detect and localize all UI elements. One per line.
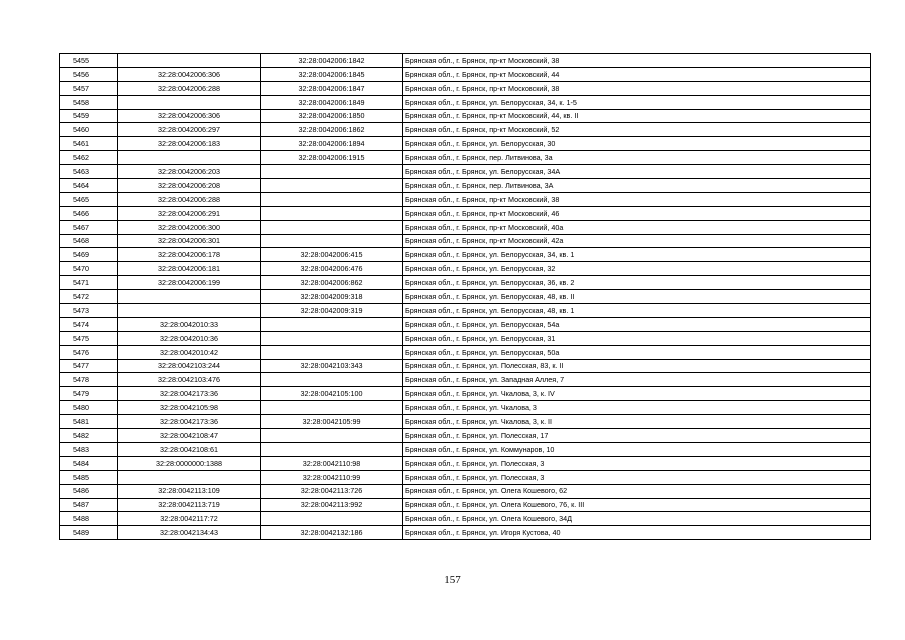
address-cell: Брянская обл., г. Брянск, ул. Белорусская, 30 [403, 137, 871, 151]
address-cell: Брянская обл., г. Брянск, ул. Чкалова, 3, к. II [403, 415, 871, 429]
table-row [60, 262, 871, 276]
building-cadastral-number-cell: 32:28:0042009:319 [261, 304, 403, 318]
table-row [60, 359, 871, 373]
cadastral-number-cell: 32:28:0042173:36 [118, 415, 261, 429]
table-row [60, 192, 871, 206]
table-row [60, 123, 871, 137]
table-row [60, 165, 871, 179]
building-cadastral-number-cell [261, 179, 403, 193]
cadastral-number-cell: 32:28:0042006:203 [118, 165, 261, 179]
table-row [60, 484, 871, 498]
cadastral-number-cell: 32:28:0042113:109 [118, 484, 261, 498]
table-row [60, 234, 871, 248]
address-cell: Брянская обл., г. Брянск, ул. Полесская, 17 [403, 429, 871, 443]
table-row [60, 415, 871, 429]
building-cadastral-number-cell: 32:28:0042006:1845 [261, 67, 403, 81]
row-number-cell: 5470 [60, 262, 118, 276]
cadastral-number-cell: 32:28:0042006:288 [118, 192, 261, 206]
address-cell: Брянская обл., г. Брянск, ул. Полесская, 83, к. II [403, 359, 871, 373]
building-cadastral-number-cell [261, 206, 403, 220]
row-number-cell: 5456 [60, 67, 118, 81]
property-table [59, 53, 871, 540]
cadastral-number-cell: 32:28:0042010:36 [118, 331, 261, 345]
building-cadastral-number-cell [261, 234, 403, 248]
cadastral-number-cell: 32:28:0000000:1388 [118, 456, 261, 470]
row-number-cell: 5471 [60, 276, 118, 290]
table-row [60, 456, 871, 470]
cadastral-number-cell: 32:28:0042108:61 [118, 442, 261, 456]
building-cadastral-number-cell [261, 317, 403, 331]
cadastral-number-cell: 32:28:0042006:301 [118, 234, 261, 248]
row-number-cell: 5462 [60, 151, 118, 165]
table-row [60, 512, 871, 526]
cadastral-number-cell: 32:28:0042006:300 [118, 220, 261, 234]
building-cadastral-number-cell: 32:28:0042110:99 [261, 470, 403, 484]
building-cadastral-number-cell [261, 220, 403, 234]
table-row [60, 276, 871, 290]
building-cadastral-number-cell: 32:28:0042006:1842 [261, 54, 403, 68]
cadastral-number-cell: 32:28:0042006:288 [118, 81, 261, 95]
row-number-cell: 5458 [60, 95, 118, 109]
address-cell: Брянская обл., г. Брянск, ул. Белорусская, 36, кв. 2 [403, 276, 871, 290]
address-cell: Брянская обл., г. Брянск, пр-кт Московский, 38 [403, 81, 871, 95]
cadastral-number-cell [118, 95, 261, 109]
building-cadastral-number-cell: 32:28:0042105:99 [261, 415, 403, 429]
cadastral-number-cell: 32:28:0042006:199 [118, 276, 261, 290]
address-cell: Брянская обл., г. Брянск, ул. Полесская, 3 [403, 456, 871, 470]
cadastral-number-cell: 32:28:0042173:36 [118, 387, 261, 401]
row-number-cell: 5480 [60, 401, 118, 415]
cadastral-number-cell [118, 290, 261, 304]
address-cell: Брянская обл., г. Брянск, ул. Коммунаров, 10 [403, 442, 871, 456]
address-cell: Брянская обл., г. Брянск, пр-кт Московский, 38 [403, 54, 871, 68]
cadastral-number-cell [118, 304, 261, 318]
building-cadastral-number-cell [261, 373, 403, 387]
address-cell: Брянская обл., г. Брянск, ул. Белорусская, 34, кв. 1 [403, 248, 871, 262]
address-cell: Брянская обл., г. Брянск, пер. Литвинова, 3а [403, 151, 871, 165]
table-row [60, 67, 871, 81]
table-row [60, 304, 871, 318]
row-number-cell: 5455 [60, 54, 118, 68]
address-cell: Брянская обл., г. Брянск, ул. Полесская, 3 [403, 470, 871, 484]
building-cadastral-number-cell: 32:28:0042103:343 [261, 359, 403, 373]
cadastral-number-cell: 32:28:0042006:306 [118, 67, 261, 81]
cadastral-number-cell: 32:28:0042006:297 [118, 123, 261, 137]
table-row [60, 331, 871, 345]
building-cadastral-number-cell: 32:28:0042006:1849 [261, 95, 403, 109]
address-cell: Брянская обл., г. Брянск, ул. Западная Аллея, 7 [403, 373, 871, 387]
building-cadastral-number-cell [261, 331, 403, 345]
row-number-cell: 5486 [60, 484, 118, 498]
building-cadastral-number-cell: 32:28:0042110:98 [261, 456, 403, 470]
row-number-cell: 5483 [60, 442, 118, 456]
cadastral-number-cell: 32:28:0042010:42 [118, 345, 261, 359]
table-row [60, 151, 871, 165]
building-cadastral-number-cell [261, 401, 403, 415]
address-cell: Брянская обл., г. Брянск, пер. Литвинова, 3А [403, 179, 871, 193]
building-cadastral-number-cell [261, 345, 403, 359]
cadastral-number-cell [118, 470, 261, 484]
table-row [60, 470, 871, 484]
building-cadastral-number-cell: 32:28:0042006:1862 [261, 123, 403, 137]
row-number-cell: 5488 [60, 512, 118, 526]
cadastral-number-cell: 32:28:0042117:72 [118, 512, 261, 526]
building-cadastral-number-cell: 32:28:0042006:476 [261, 262, 403, 276]
row-number-cell: 5476 [60, 345, 118, 359]
cadastral-number-cell: 32:28:0042108:47 [118, 429, 261, 443]
address-cell: Брянская обл., г. Брянск, ул. Олега Кошевого, 34Д [403, 512, 871, 526]
building-cadastral-number-cell [261, 442, 403, 456]
row-number-cell: 5469 [60, 248, 118, 262]
building-cadastral-number-cell [261, 192, 403, 206]
row-number-cell: 5459 [60, 109, 118, 123]
address-cell: Брянская обл., г. Брянск, пр-кт Московский, 46 [403, 206, 871, 220]
building-cadastral-number-cell [261, 165, 403, 179]
building-cadastral-number-cell: 32:28:0042006:1894 [261, 137, 403, 151]
table-row [60, 54, 871, 68]
table-row [60, 345, 871, 359]
row-number-cell: 5482 [60, 429, 118, 443]
address-cell: Брянская обл., г. Брянск, ул. Чкалова, 3 [403, 401, 871, 415]
cadastral-number-cell: 32:28:0042103:244 [118, 359, 261, 373]
address-cell: Брянская обл., г. Брянск, ул. Белорусская, 50а [403, 345, 871, 359]
row-number-cell: 5463 [60, 165, 118, 179]
table-row [60, 137, 871, 151]
building-cadastral-number-cell: 32:28:0042132:186 [261, 526, 403, 540]
table-row [60, 526, 871, 540]
building-cadastral-number-cell: 32:28:0042105:100 [261, 387, 403, 401]
address-cell: Брянская обл., г. Брянск, ул. Олега Кошевого, 62 [403, 484, 871, 498]
address-cell: Брянская обл., г. Брянск, пр-кт Московский, 42а [403, 234, 871, 248]
row-number-cell: 5466 [60, 206, 118, 220]
table-row [60, 206, 871, 220]
table-row [60, 179, 871, 193]
row-number-cell: 5484 [60, 456, 118, 470]
building-cadastral-number-cell: 32:28:0042009:318 [261, 290, 403, 304]
address-cell: Брянская обл., г. Брянск, пр-кт Московский, 44 [403, 67, 871, 81]
row-number-cell: 5468 [60, 234, 118, 248]
building-cadastral-number-cell [261, 429, 403, 443]
building-cadastral-number-cell: 32:28:0042006:862 [261, 276, 403, 290]
row-number-cell: 5465 [60, 192, 118, 206]
table-row [60, 109, 871, 123]
cadastral-number-cell: 32:28:0042006:181 [118, 262, 261, 276]
building-cadastral-number-cell: 32:28:0042006:1915 [261, 151, 403, 165]
cadastral-number-cell [118, 54, 261, 68]
address-cell: Брянская обл., г. Брянск, ул. Игоря Кустова, 40 [403, 526, 871, 540]
building-cadastral-number-cell: 32:28:0042006:415 [261, 248, 403, 262]
address-cell: Брянская обл., г. Брянск, ул. Чкалова, 3, к. IV [403, 387, 871, 401]
table-row [60, 290, 871, 304]
address-cell: Брянская обл., г. Брянск, ул. Олега Кошевого, 76, к. III [403, 498, 871, 512]
address-cell: Брянская обл., г. Брянск, пр-кт Московский, 44, кв. II [403, 109, 871, 123]
address-cell: Брянская обл., г. Брянск, ул. Белорусская, 48, кв. 1 [403, 304, 871, 318]
cadastral-number-cell: 32:28:0042006:291 [118, 206, 261, 220]
cadastral-number-cell: 32:28:0042006:306 [118, 109, 261, 123]
table-row [60, 387, 871, 401]
row-number-cell: 5472 [60, 290, 118, 304]
cadastral-number-cell: 32:28:0042134:43 [118, 526, 261, 540]
table-row [60, 81, 871, 95]
table-row [60, 95, 871, 109]
address-cell: Брянская обл., г. Брянск, ул. Белорусская, 31 [403, 331, 871, 345]
building-cadastral-number-cell [261, 512, 403, 526]
row-number-cell: 5473 [60, 304, 118, 318]
cadastral-number-cell: 32:28:0042105:98 [118, 401, 261, 415]
row-number-cell: 5474 [60, 317, 118, 331]
row-number-cell: 5460 [60, 123, 118, 137]
table-row [60, 220, 871, 234]
address-cell: Брянская обл., г. Брянск, ул. Белорусская, 54а [403, 317, 871, 331]
row-number-cell: 5489 [60, 526, 118, 540]
cadastral-number-cell: 32:28:0042113:719 [118, 498, 261, 512]
cadastral-number-cell: 32:28:0042010:33 [118, 317, 261, 331]
row-number-cell: 5487 [60, 498, 118, 512]
row-number-cell: 5485 [60, 470, 118, 484]
row-number-cell: 5478 [60, 373, 118, 387]
building-cadastral-number-cell: 32:28:0042113:726 [261, 484, 403, 498]
row-number-cell: 5457 [60, 81, 118, 95]
address-cell: Брянская обл., г. Брянск, ул. Белорусская, 34А [403, 165, 871, 179]
page-number: 157 [444, 574, 461, 586]
row-number-cell: 5461 [60, 137, 118, 151]
cadastral-number-cell [118, 151, 261, 165]
row-number-cell: 5477 [60, 359, 118, 373]
cadastral-number-cell: 32:28:0042006:183 [118, 137, 261, 151]
address-cell: Брянская обл., г. Брянск, пр-кт Московский, 38 [403, 192, 871, 206]
address-cell: Брянская обл., г. Брянск, ул. Белорусская, 34, к. 1-5 [403, 95, 871, 109]
building-cadastral-number-cell: 32:28:0042006:1847 [261, 81, 403, 95]
row-number-cell: 5464 [60, 179, 118, 193]
address-cell: Брянская обл., г. Брянск, пр-кт Московский, 52 [403, 123, 871, 137]
row-number-cell: 5467 [60, 220, 118, 234]
address-cell: Брянская обл., г. Брянск, пр-кт Московский, 40а [403, 220, 871, 234]
row-number-cell: 5475 [60, 331, 118, 345]
address-cell: Брянская обл., г. Брянск, ул. Белорусская, 32 [403, 262, 871, 276]
table-row [60, 401, 871, 415]
cadastral-number-cell: 32:28:0042103:476 [118, 373, 261, 387]
table-row [60, 498, 871, 512]
table-row [60, 248, 871, 262]
building-cadastral-number-cell: 32:28:0042113:992 [261, 498, 403, 512]
table-row [60, 442, 871, 456]
row-number-cell: 5481 [60, 415, 118, 429]
cadastral-number-cell: 32:28:0042006:178 [118, 248, 261, 262]
table-row [60, 317, 871, 331]
building-cadastral-number-cell: 32:28:0042006:1850 [261, 109, 403, 123]
table-row [60, 373, 871, 387]
address-cell: Брянская обл., г. Брянск, ул. Белорусская, 48, кв. II [403, 290, 871, 304]
cadastral-number-cell: 32:28:0042006:208 [118, 179, 261, 193]
table-row [60, 429, 871, 443]
row-number-cell: 5479 [60, 387, 118, 401]
table-body [60, 54, 871, 540]
